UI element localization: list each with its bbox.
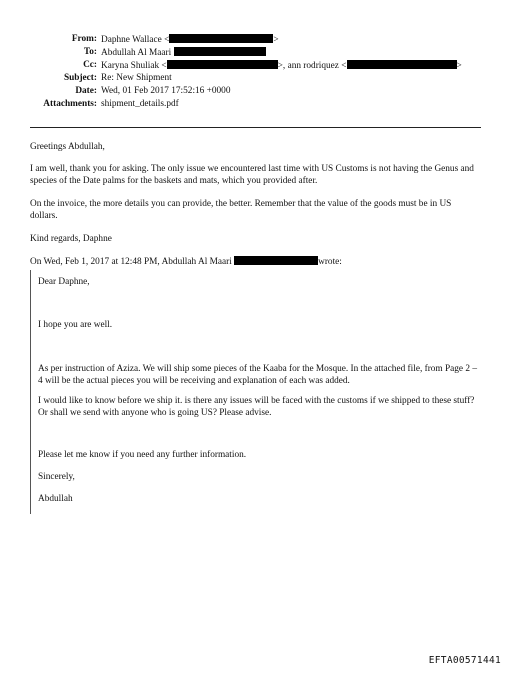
quoted-paragraph-4: Please let me know if you need any further information.	[38, 450, 247, 460]
subject-row	[0, 73, 512, 86]
cc-name: Karyna Shuliak <	[101, 61, 167, 71]
redaction-box	[167, 60, 278, 69]
redaction-box	[234, 256, 318, 265]
attachments-label: Attachments:	[43, 99, 97, 109]
subject-value: Re: New Shipment	[101, 73, 172, 83]
to-value	[101, 47, 266, 60]
from-label: From:	[71, 34, 97, 44]
email-header	[0, 34, 512, 112]
quoted-paragraph-3: I would like to know before we ship it. is there any issues will be faced with the customs if we shipped to these stuff? Or shall we send with anyone who is going US? Please advise.	[38, 396, 475, 418]
quote-attribution	[30, 256, 342, 269]
header-divider	[30, 127, 481, 128]
date-label: Date:	[75, 86, 97, 96]
cc-label: Cc:	[83, 60, 97, 70]
quoted-paragraph-2: As per instruction of Aziza. We will ship some pieces of the Kaaba for the Mosque. In the attached file, from Page 2 – 4 will be the actual pieces you will be receiving and explanation of each was added.	[38, 364, 478, 386]
from-name: Daphne Wallace <	[101, 35, 170, 45]
redaction-box	[169, 34, 273, 43]
document-id: EFTA00571441	[428, 655, 501, 667]
quoted-closing: Sincerely,	[38, 472, 75, 482]
quoted-message	[30, 270, 483, 514]
date-row	[0, 86, 512, 99]
from-value	[101, 34, 279, 47]
redaction-box	[174, 47, 266, 56]
to-label: To:	[83, 47, 97, 57]
quoted-signature: Abdullah	[38, 494, 73, 504]
quote-attribution-text: On Wed, Feb 1, 2017 at 12:48 PM, Abdullah Al Maari	[30, 257, 232, 267]
reply-signoff: Kind regards, Daphne	[30, 234, 112, 244]
reply-greeting: Greetings Abdullah,	[30, 142, 105, 152]
attachments-row	[0, 99, 512, 112]
quoted-greeting: Dear Daphne,	[38, 277, 90, 287]
redaction-box	[347, 60, 457, 69]
quote-attribution-suffix: wrote:	[318, 257, 342, 267]
attachments-value: shipment_details.pdf	[101, 99, 179, 109]
to-row	[0, 47, 512, 60]
cc-row	[0, 60, 512, 73]
from-close: >	[273, 35, 279, 45]
subject-label: Subject:	[63, 73, 97, 83]
from-row	[0, 34, 512, 47]
reply-paragraph-1: I am well, thank you for asking. The only issue we encountered last time with US Customs is not having the Genus and species of the Date palms for the baskets and mats, which you provided after.	[30, 164, 474, 186]
cc-mid: >, ann rodriquez <	[277, 61, 347, 71]
date-value: Wed, 01 Feb 2017 17:52:16 +0000	[101, 86, 231, 96]
cc-value	[101, 60, 462, 73]
cc-close: >	[456, 61, 462, 71]
reply-paragraph-2: On the invoice, the more details you can provide, the better. Remember that the value of the goods must be in US dollars.	[30, 199, 452, 221]
to-name: Abdullah Al Maari	[101, 48, 172, 58]
quoted-paragraph-1: I hope you are well.	[38, 320, 113, 330]
